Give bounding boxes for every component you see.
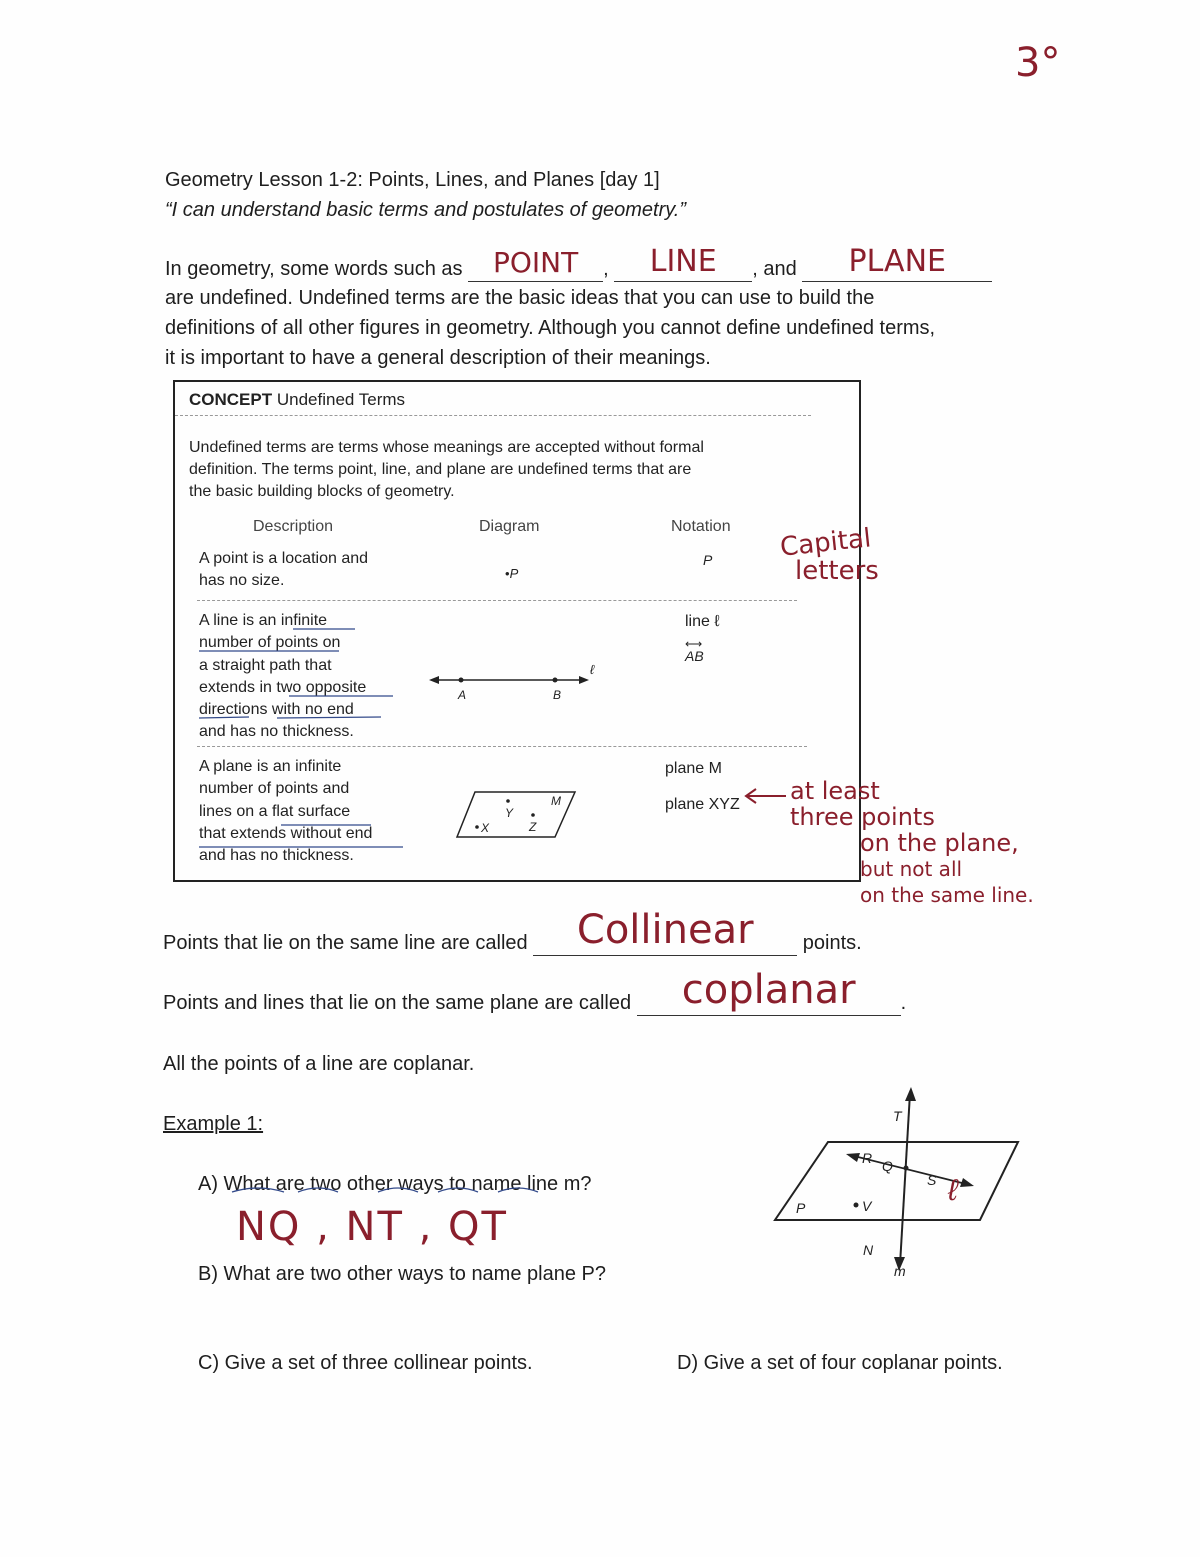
line-diagram bbox=[425, 662, 605, 702]
point-y-label: Y bbox=[505, 806, 514, 820]
desc-line: number of points and bbox=[199, 780, 350, 798]
annotation-plane-note bbox=[790, 778, 1034, 908]
arrow-icon bbox=[742, 786, 792, 806]
plane-diagram bbox=[455, 787, 580, 842]
concept-label: CONCEPT bbox=[189, 390, 273, 409]
question-a-markup bbox=[228, 1166, 558, 1196]
question-b: B) What are two other ways to name plane P? bbox=[198, 1263, 606, 1285]
coplanar-suffix: . bbox=[900, 992, 907, 1014]
lesson-objective: “I can understand basic terms and postulates of geometry.” bbox=[165, 199, 687, 221]
note-line: on the plane, bbox=[860, 829, 1019, 857]
intro-prefix: In geometry, some words such as bbox=[165, 258, 463, 280]
desc-line: extends in two opposite bbox=[199, 678, 367, 696]
annotation-capital: Capital bbox=[778, 523, 873, 563]
point-notation: P bbox=[703, 552, 713, 568]
desc-line: A line is an infinite bbox=[199, 612, 328, 629]
answer-plane: PLANE bbox=[848, 244, 946, 279]
desc-line: number of points on bbox=[199, 634, 341, 652]
header-diagram: Diagram bbox=[479, 518, 540, 535]
line-m-label: m bbox=[894, 1263, 906, 1279]
blank-coplanar bbox=[637, 967, 901, 1016]
answer-line: LINE bbox=[649, 244, 717, 279]
intro-line-4: it is important to have a general description of their meanings. bbox=[165, 347, 711, 369]
point-s-label: S bbox=[927, 1172, 937, 1188]
plane-description bbox=[199, 756, 372, 867]
point-z-label: Z bbox=[529, 820, 537, 834]
answer-a: NQ , NT , QT bbox=[236, 1204, 508, 1250]
intro-comma: , bbox=[603, 258, 609, 280]
desc-line: directions with no end bbox=[199, 701, 354, 719]
line-ab-notation: AB bbox=[685, 648, 704, 664]
concept-text-line: Undefined terms are terms whose meanings are accepted without formal bbox=[189, 439, 704, 456]
plane-notation-name: plane M bbox=[665, 760, 722, 777]
desc-line: lines on a flat surface bbox=[199, 802, 351, 820]
line-notation-symbol bbox=[685, 637, 704, 664]
point-r-label: R bbox=[862, 1150, 873, 1166]
blank-line bbox=[614, 244, 752, 282]
intro-and: , and bbox=[752, 258, 797, 280]
header-description: Description bbox=[253, 518, 334, 535]
line-l-handwritten: ℓ bbox=[948, 1174, 958, 1207]
annotation-letters: letters bbox=[795, 556, 879, 586]
plane-notation-xyz: plane XYZ bbox=[665, 796, 740, 813]
point-q-label: Q bbox=[882, 1158, 893, 1174]
point-label: P bbox=[509, 566, 519, 581]
point-x-label: X bbox=[481, 821, 490, 835]
answer-collinear: Collinear bbox=[576, 907, 754, 953]
answer-point: POINT bbox=[492, 246, 579, 279]
double-arrow-icon: ⟷ bbox=[685, 637, 703, 651]
note-line: but not all bbox=[860, 857, 963, 881]
point-b-label: B bbox=[553, 688, 562, 702]
point-a-label: A bbox=[458, 688, 467, 702]
point-diagram: •P bbox=[505, 566, 519, 581]
answer-coplanar: coplanar bbox=[681, 967, 856, 1013]
intro-line-3: definitions of all other figures in geometry. Although you cannot define undefined terms, bbox=[165, 317, 936, 339]
page-number-mark: 3° bbox=[1015, 40, 1061, 86]
intro-line-2: are undefined. Undefined terms are the basic ideas that you can use to build the bbox=[165, 287, 875, 309]
note-line: at least bbox=[790, 777, 880, 805]
coplanar-statement: All the points of a line are coplanar. bbox=[163, 1053, 475, 1075]
intro-line-1 bbox=[165, 244, 992, 282]
desc-line: that extends without end bbox=[199, 824, 373, 842]
concept-box bbox=[173, 380, 861, 882]
question-c: C) Give a set of three collinear points. bbox=[198, 1352, 533, 1374]
desc-line: and has no thickness. bbox=[199, 847, 354, 865]
coplanar-sentence bbox=[163, 967, 907, 1016]
collinear-prefix: Points that lie on the same line are called bbox=[163, 932, 528, 954]
line-l-label: ℓ bbox=[590, 662, 595, 677]
example-heading: Example 1: bbox=[163, 1113, 264, 1135]
desc-line: A point is a location and bbox=[199, 550, 369, 567]
blank-plane bbox=[802, 244, 992, 282]
collinear-sentence bbox=[163, 907, 862, 956]
concept-text-line: definition. The terms point, line, and plane are undefined terms that are bbox=[189, 461, 692, 478]
plane-p-label: P bbox=[796, 1200, 806, 1216]
blank-point bbox=[468, 246, 603, 282]
lesson-title: Geometry Lesson 1-2: Points, Lines, and Planes [day 1] bbox=[165, 169, 660, 191]
concept-text-line: the basic building blocks of geometry. bbox=[189, 483, 455, 500]
line-notation-name: line ℓ bbox=[685, 613, 720, 630]
plane-m-label: M bbox=[551, 794, 561, 808]
point-v-label: V bbox=[862, 1198, 872, 1214]
desc-line: has no size. bbox=[199, 572, 285, 589]
desc-line: A plane is an infinite bbox=[199, 758, 342, 775]
note-line: on the same line. bbox=[860, 883, 1034, 907]
point-t-label: T bbox=[893, 1108, 902, 1124]
point-n-label: N bbox=[863, 1242, 874, 1258]
plane-line-figure bbox=[770, 1085, 1030, 1285]
header-notation: Notation bbox=[671, 518, 731, 535]
note-line: three points bbox=[790, 803, 935, 831]
coplanar-prefix: Points and lines that lie on the same plane are called bbox=[163, 992, 632, 1014]
desc-line: and has no thickness. bbox=[199, 723, 354, 741]
question-a: A) What are two other ways to name line m? bbox=[198, 1173, 592, 1195]
question-d: D) Give a set of four coplanar points. bbox=[677, 1352, 1003, 1374]
blank-collinear bbox=[533, 907, 797, 956]
collinear-suffix: points. bbox=[802, 932, 862, 954]
desc-line: a straight path that bbox=[199, 656, 332, 674]
concept-heading: Undefined Terms bbox=[276, 390, 406, 409]
